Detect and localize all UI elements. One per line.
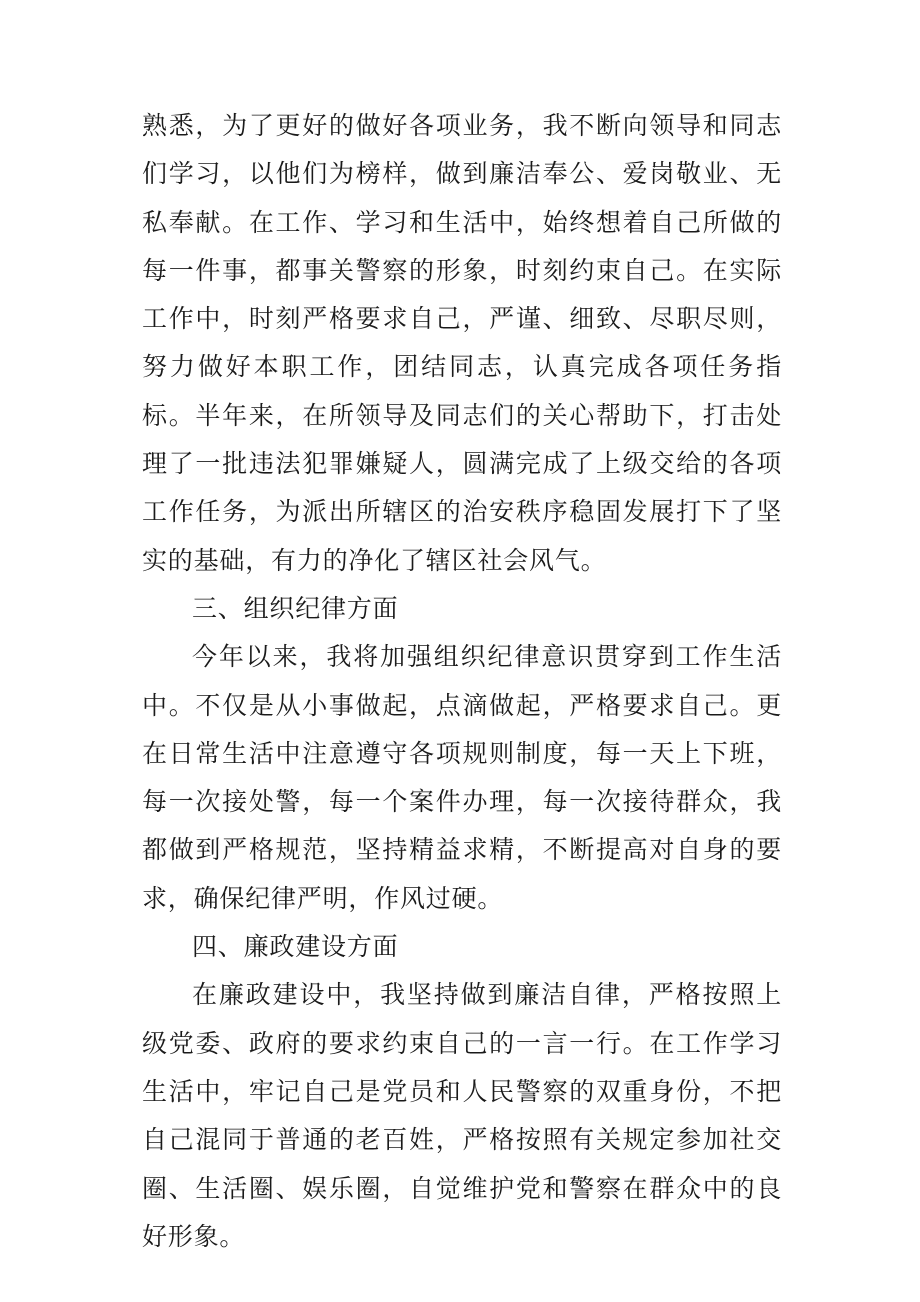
- paragraph-organizational-discipline: 今年以来，我将加强组织纪律意识贯穿到工作生活中。不仅是从小事做起，点滴做起，严格要求自己。更在日常生活中注意遵守各项规则制度，每一天上下班，每一次接处警，每一个案件办理，每一次接待群众，我都做到严格规范，坚持精益求精，不断提高对自身的要求，确保纪律严明，作风过硬。: [142, 642, 782, 913]
- paragraph-clean-governance: 在廉政建设中，我坚持做到廉洁自律，严格按照上级党委、政府的要求约束自己的一言一行。在工作学习生活中，牢记自己是党员和人民警察的双重身份，不把自己混同于普通的老百姓，严格按照有关规定参加社交圈、生活圈、娱乐圈，自觉维护党和警察在群众中的良好形象。: [142, 980, 782, 1251]
- paragraph-continued-work-attitude: 熟悉，为了更好的做好各项业务，我不断向领导和同志们学习，以他们为榜样，做到廉洁奉公、爱岗敬业、无私奉献。在工作、学习和生活中，始终想着自己所做的每一件事，都事关警察的形象，时刻约束自己。在实际工作中，时刻严格要求自己，严谨、细致、尽职尽则，努力做好本职工作，团结同志，认真完成各项任务指标。半年来，在所领导及同志们的关心帮助下，打击处理了一批违法犯罪嫌疑人，圆满完成了上级交给的各项工作任务，为派出所辖区的治安秩序稳固发展打下了坚实的基础，有力的净化了辖区社会风气。: [142, 111, 782, 575]
- section-heading-organizational-discipline: 三、组织纪律方面: [192, 593, 399, 623]
- document-body: [142, 102, 782, 1261]
- section-heading-clean-governance: 四、廉政建设方面: [192, 932, 399, 962]
